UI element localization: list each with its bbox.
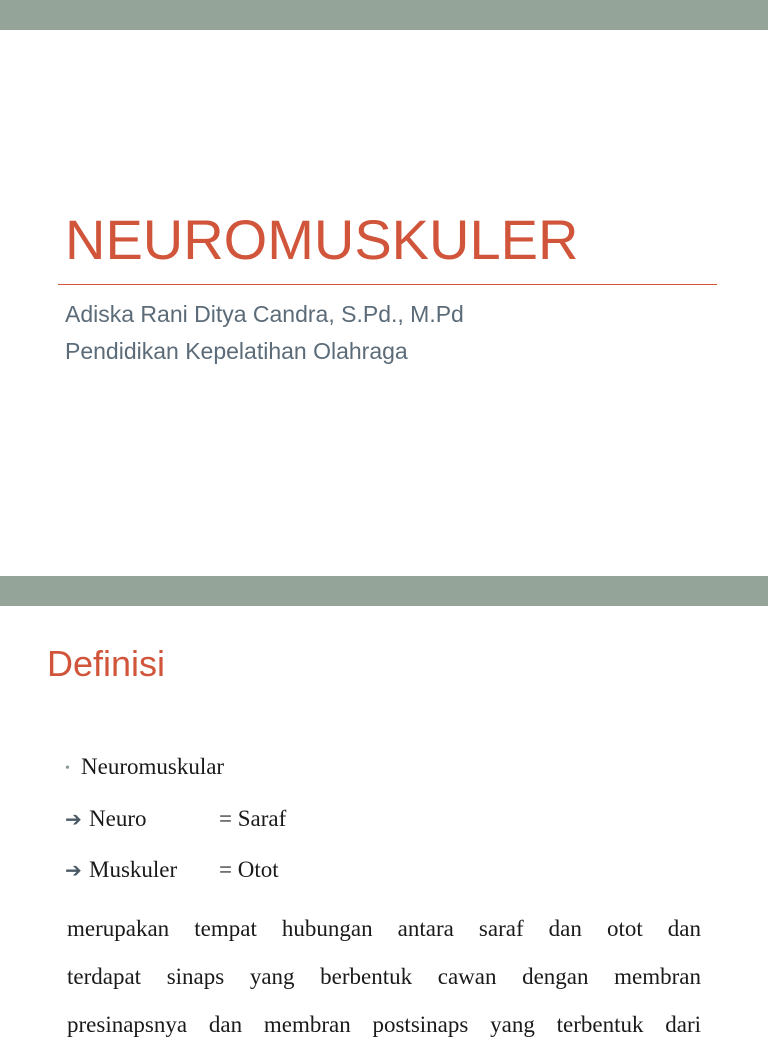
- definition-row: [65, 855, 279, 885]
- bullet-item: [65, 752, 224, 784]
- definition-paragraph: [67, 905, 701, 1049]
- paragraph-line: merupakan tempat hubungan antara saraf dan otot dan: [67, 916, 701, 941]
- paragraph-line: presinapsnya dan membran postsinaps yang terbentuk dari: [67, 1012, 701, 1037]
- definition-term: Muskuler: [89, 857, 178, 882]
- definition-row: [65, 804, 286, 834]
- definition-meaning: = Saraf: [219, 806, 287, 831]
- definition-term: Neuro: [89, 806, 147, 831]
- arrow-right-icon: ➔: [65, 807, 82, 831]
- author-name: Adiska Rani Ditya Candra, S.Pd., M.Pd: [65, 301, 464, 327]
- slide1-title: NEUROMUSKULER: [65, 208, 579, 271]
- slide2-top-bar: [0, 576, 768, 606]
- bullet-dot-icon: •: [65, 761, 70, 776]
- paragraph-line: terdapat sinaps yang berbentuk cawan dengan membran: [67, 964, 701, 989]
- definition-meaning: = Otot: [219, 857, 279, 882]
- bullet-text: Neuromuskular: [81, 754, 225, 779]
- slide2-title: Definisi: [47, 643, 166, 684]
- slide1-top-bar: [0, 0, 768, 30]
- arrow-right-icon: ➔: [65, 858, 82, 882]
- title-divider: [58, 284, 717, 285]
- study-program: Pendidikan Kepelatihan Olahraga: [65, 338, 408, 364]
